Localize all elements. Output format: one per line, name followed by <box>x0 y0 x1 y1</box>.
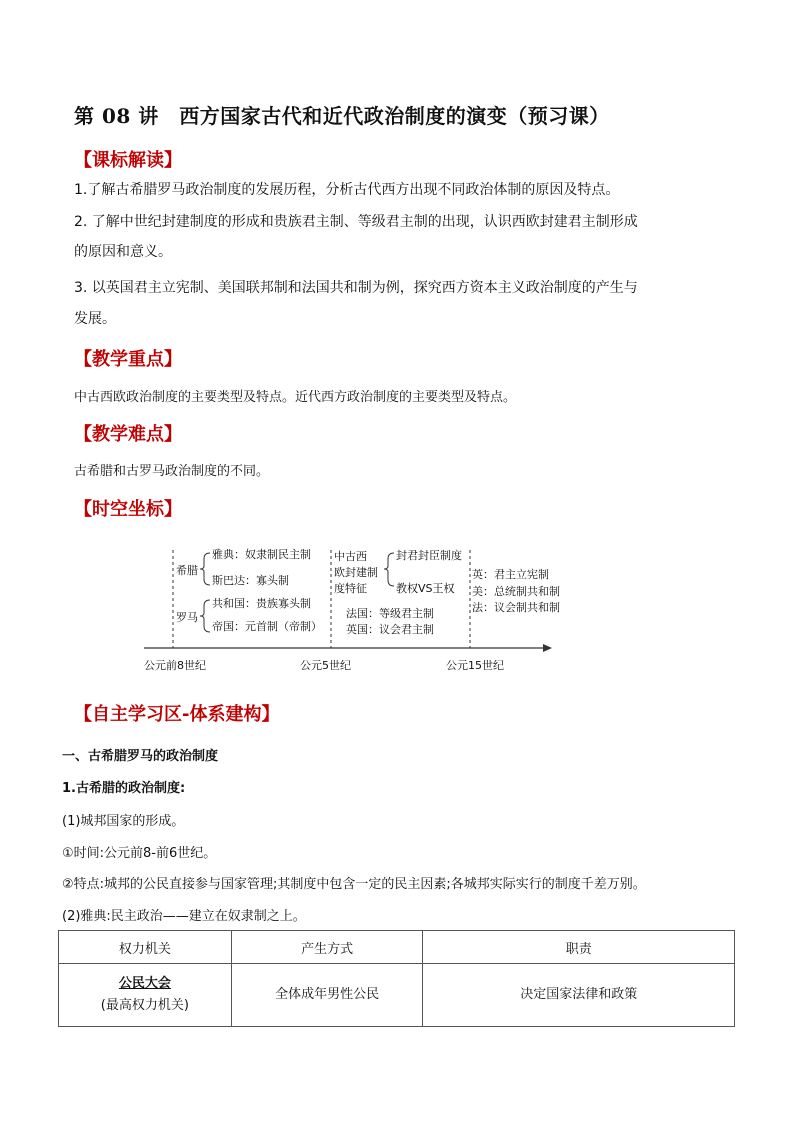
organ-note: (最高权力机关) <box>100 998 189 1013</box>
table-header: 权力机关 <box>59 931 232 964</box>
curriculum-item: 1.了解古希腊罗马政治制度的发展历程，分析古代西方出现不同政治体制的原因及特点。 <box>74 182 620 198</box>
tl-medieval-3: 度特征 <box>334 582 367 595</box>
key-points-text: 中古西欧政治制度的主要类型及特点。近代西方政治制度的主要类型及特点。 <box>74 390 517 405</box>
tl-fr: 法：议会制共和制 <box>472 601 560 614</box>
timeline-diagram <box>140 540 560 675</box>
section-key-points: 【教学重点】 <box>74 349 182 370</box>
curriculum-item: 的原因和意义。 <box>74 244 172 260</box>
tl-athens: 雅典：奴隶制民主制 <box>212 548 311 561</box>
tl-us: 美：总统制共和制 <box>472 585 560 598</box>
table-header: 产生方式 <box>231 931 423 964</box>
page-title: 第 08 讲 西方国家古代和近代政治制度的演变（预习课） <box>74 104 610 128</box>
table-cell-duty: 决定国家法律和政策 <box>423 964 735 1027</box>
section-difficulties: 【教学难点】 <box>74 424 182 445</box>
tl-axis-bc8: 公元前8世纪 <box>144 659 206 672</box>
text-line: ②特点:城邦的公民直接参与国家管理;其制度中包含一定的民主因素;各城邦实际实行的制度千差万别。 <box>62 877 646 892</box>
section-self-study: 【自主学习区-体系建构】 <box>74 704 280 725</box>
tl-greece: 希腊 <box>176 564 198 577</box>
curriculum-item: 2. 了解中世纪封建制度的形成和贵族君主制、等级君主制的出现，认识西欧封建君主制形成 <box>74 214 638 230</box>
tl-france: 法国：等级君主制 <box>346 607 434 620</box>
tl-axis-ad15: 公元15世纪 <box>446 659 504 672</box>
tl-republic: 共和国：贵族寡头制 <box>212 597 311 610</box>
difficulties-text: 古希腊和古罗马政治制度的不同。 <box>74 464 270 479</box>
text-line: ①时间:公元前8-前6世纪。 <box>62 846 217 861</box>
heading-greece: 1.古希腊的政治制度: <box>62 781 186 796</box>
tl-church: 教权VS王权 <box>396 582 455 595</box>
curriculum-item: 发展。 <box>74 311 116 327</box>
heading-greece-rome: 一、古希腊罗马的政治制度 <box>62 749 219 764</box>
tl-axis-ad5: 公元5世纪 <box>300 659 351 672</box>
section-curriculum: 【课标解读】 <box>74 150 182 171</box>
section-timeline: 【时空坐标】 <box>74 499 182 520</box>
tl-uk: 英：君主立宪制 <box>472 568 549 581</box>
tl-medieval-2: 欧封建制 <box>334 566 378 579</box>
tl-fief: 封君封臣制度 <box>396 549 462 562</box>
tl-medieval-1: 中古西 <box>334 550 367 563</box>
curriculum-item: 3. 以英国君主立宪制、美国联邦制和法国共和制为例，探究西方资本主义政治制度的产生与 <box>74 280 638 296</box>
table-cell-method: 全体成年男性公民 <box>231 964 423 1027</box>
table-cell-organ <box>59 964 232 1027</box>
tl-sparta: 斯巴达：寡头制 <box>212 574 289 587</box>
text-line: (1)城邦国家的形成。 <box>62 814 185 829</box>
organ-name: 公民大会 <box>118 976 171 991</box>
table-header-row <box>59 931 735 964</box>
text-line: (2)雅典:民主政治——建立在奴隶制之上。 <box>62 909 306 924</box>
table-row <box>59 964 735 1027</box>
tl-rome: 罗马 <box>176 611 198 624</box>
athens-power-table <box>58 930 735 1027</box>
table-header: 职责 <box>423 931 735 964</box>
tl-england: 英国：议会君主制 <box>346 623 434 636</box>
tl-empire: 帝国：元首制（帝制） <box>212 620 322 633</box>
